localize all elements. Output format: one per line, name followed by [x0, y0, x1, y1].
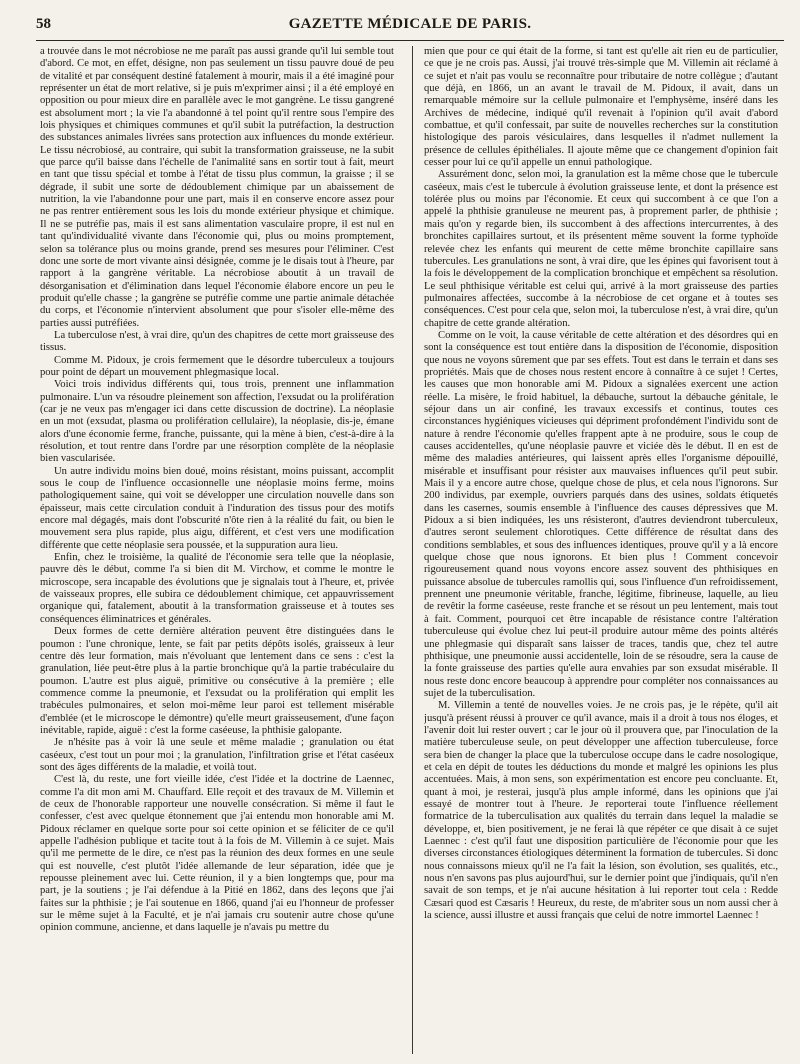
paragraph: Un autre individu moins bien doué, moins résistant, moins puissant, accomplit sous le coup de l'influence occasionnelle une néoplasie moins ferme, moins pathologiquement saine, qui voit se développer une circulation nouvelle dans son épaisseur, mais cette circulation conduit à l'induration des tissus pour des motifs encore mal dégagés, mais dont l'obscurité n'ôte rien à la réalité du fait, ou bien le mouvement sera plus rapide, plus aigu, différent, et c'est vers une modification différente que cette néoplasie sera poussée, et la suppuration aura lieu. — [40, 465, 394, 551]
paragraph: Deux formes de cette dernière altération peuvent être distinguées dans le poumon : l'une chronique, lente, se fait par petits dépôts isolés, graisseux à leur centre dès leur formation, mais n'évoluant que lentement dans ce sens : c'est la granulation, liée peut-être plus à la partie bronchique qu'à la partie trabéculaire du poumon. L'autre est plus aiguë, primitive ou consécutive à la première ; elle commence comme la pneumonie, et l'exsudat ou la prolifération qui emplit les trabécules pulmonaires, et selon moi-même leur paroi est tellement misérable d'emblée (et le microscope le démontre) qu'elle meurt graisseusement, d'une façon inévitable, rapide, aiguë : c'est la forme caséeuse, la phthisie galopante. — [40, 626, 394, 736]
left-column — [40, 46, 394, 1056]
paragraph: a trouvée dans le mot nécrobiose ne me paraît pas aussi grande qu'il lui semble tout d'abord. Ce mot, en effet, désigne, non pas seulement un tissu pauvre doué de peu de vitalité et par conséquent destiné fatalement à mourir, mais il a été imaginé pour représenter un état de mort relative, si je puis m'exprimer ainsi ; il a été employé en opposition ou pour mieux dire en parallèle avec le mot gangrène. Le tissu gangrené est absolument mort ; la vie l'a abandonné à tel point qu'il rentre sous l'empire des lois physiques et chimiques communes et qu'il subit la putréfaction, la destruction des substances animales livrées sans protection aux influences du monde extérieur. Le tissu nécrobiosé, au contraire, qui subit la transformation graisseuse, ne la subit que parce qu'il baisse dans l'échelle de l'animalité sans en sortir tout à fait, meurt en tant que tissu spécial et tombe à l'état de tissu plus commun, la graisse ; il se dégrade, il subit une sorte de dédoublement chimique par un abaissement de nutrition, la vie l'abandonne pour une part, mais il en conserve encore assez pour ne pas rentrer entièrement sous les lois du monde extérieur physique et chimique. Il ne se putréfie pas, mais il est sans alimentation vasculaire propre, il est nul en tant qu'individualité vivante dans l'économie qui, plus ou moins promptement, selon sa tolérance plus ou moins grande, prend ses mesures pour l'éliminer. C'est donc une sorte de mort vivante ainsi désignée, comme je le disais tout à l'heure, par rapport à la gangrène véritable. La nécrobiose aboutit à un travail de désorganisation et d'élimination dans lequel l'économie élabore encore un peu le produit qu'elle chasse ; la gangrène se putréfie comme une partie animale détachée du corps, et l'économie n'intervient absolument que pour s'isoler elle-même des parties aussi putréfiées. — [40, 46, 394, 329]
journal-title: GAZETTE MÉDICALE DE PARIS. — [288, 16, 532, 32]
paragraph: Je n'hésite pas à voir là une seule et même maladie ; granulation ou état caséeux, c'est tout un pour moi ; la granulation, l'infiltration grise et l'état caséeux sont des âges différents de la maladie, et voilà tout. — [40, 737, 394, 773]
paragraph: Comme on le voit, la cause véritable de cette altération et des désordres qui en sont la conséquence est tout entière dans la disposition de l'économie, disposition que nous ne voyons sûrement que par ses effets. Tout est dans le terrain et dans ses propriétés. Mais que de choses nous restent encore à connaître à ce sujet ! Certes, les causes que mon honorable ami M. Pidoux a signalées exercent une action réelle. La misère, le froid habituel, la débauche, surtout la débauche génitale, le séjour dans un air confiné, les travaux excessifs et continus, toutes ces circonstances hygiéniques vicieuses qui dépriment profondément l'individu sont de nature à rendre l'économie qu'elles frappent apte à ne produire, sous le coup de causes accidentelles, qu'une néoplasie pauvre et viciée dès le début. Il en est de même des maladies antérieures, qui laissent après elles l'organisme dépouillé, misérable et insuffisant pour résister aux mauvaises influences qu'il peut subir. Mais il y a encore autre chose, quelque chose de plus, et cela nous l'ignorons. Sur 200 individus, par exemple, ouvriers parqués dans des usines, soldats étiquetés dans les casernes, soumis ensemble à l'influence des causes dépressives que M. Pidoux a si bien indiquées, les uns résisteront, d'autres deviendront tuberculeux, d'autres seront seulement chlorotiques. Cette différence de résultat dans des conditions semblables, et sous des influences identiques, prouve qu'il y a là encore quelque chose que nous ignorons. Et bien plus ! Comment concevoir rigoureusement quand nous voyons encore assez souvent des phthisiques en puissance absolue de tubercules ramollis qui, sous l'influence d'un refroidissement, prennent une pneumonie véritable, franche, légitime, fibrineuse, laquelle, au lieu de revêtir la forme caséeuse, reste franche et se résout un peu lentement, mais tout à fait. Comment, pourquoi cet être incapable de résistance contre l'altération tuberculeuse qui évolue chez lui peut-il produire autour même des points altérés une phlegmasie qui disparaît sans laisser de traces, tandis que, chez tel autre phthisique, une pneumonie aussi accidentelle, loin de se résoudre, sera la cause de la fonte graisseuse des parties qu'elle aura envahies par son exsudat misérable. Il nous reste donc encore beaucoup à apprendre pour compléter nos connaissances au sujet de la tuberculisation. — [424, 329, 778, 699]
paragraph: Assurément donc, selon moi, la granulation est la même chose que le tubercule caséeux, mais c'est le tubercule à évolution graisseuse lente, et dont la présence est tolérée plus ou moins par l'économie. Et ceux qui succombent à ce que l'on a appelé la phthisie granuleuse ne meurent pas, à proprement parler, de phthisie ; mais qu'on y regarde bien, ils succombent à des affections intercurrentes, à des bronchites capillaires surtout, et ils présentent même souvent la forme typhoïde relevée chez les enfants qui meurent de cette même bronchite capillaire sans tubercules. Les granulations ne sont, à vrai dire, que les épines qui favorisent tout à la fois le développement de la complication bronchique et empêchent sa résolution. Le seul phthisique véritable est celui qui, arrivé à la mort graisseuse des parties pulmonaires affectées, succombe à la nécrobiose de cet organe et à toutes ses conséquences. C'est pour cela que, selon moi, la tuberculose n'est, à vrai dire, qu'un chapitre de cette grande altération. — [424, 169, 778, 329]
paragraph: mien que pour ce qui était de la forme, si tant est qu'elle ait rien eu de particulier, ce que je ne crois pas. Aussi, j'ai trouvé très-simple que M. Villemin ait réclamé à ce sujet et n'ait pas voulu se reconnaître pour tributaire de notre collègue ; d'autant que déjà, en 1866, un an avant le travail de M. Pidoux, il avait, dans un remarquable mémoire sur la cellule pulmonaire et l'emphysème, inséré dans les Archives de médecine, indiqué qu'il revenait à l'opinion qu'il avait d'abord combattue, et qu'il confessait, par suite de nouvelles recherches sur la constitution histologique des parois vésiculaires, dans lesquelles il n'admet nullement la présence de cellules épithéliales. Il ajoute même que ce changement d'opinion fait cesser pour lui ce qu'il appelle un ennui pathologique. — [424, 46, 778, 169]
paragraph: M. Villemin a tenté de nouvelles voies. Je ne crois pas, je le répète, qu'il ait jusqu'à présent réussi à prouver ce qu'il avance, mais il a droit à tous nos éloges, et l'avenir doit lui rester ouvert ; car le jour où il prouvera que, par l'inoculation de la matière tuberculeuse seule, on peut développer une affection tuberculeuse, force sera bien de changer la place que la tuberculose occupe dans le cadre nosologique, et cela en dépit de toutes les déductions du monde et malgré les opinions les plus accentuées. Mais, à mon sens, son expérimentation est encore peu concluante. Et, quant à moi, je resterai, jusqu'à plus ample informé, dans les opinions que j'ai essayé de montrer tout à l'heure. Je reporterai toute l'influence réellement formatrice de la tuberculisation aux qualités du terrain dans lequel la maladie se développe, et, bien positivement, je ne ferai là que répéter ce que disait à ce sujet Laennec : c'est qu'il faut une disposition particulière de l'économie pour que les diverses circonstances étiologiques déterminent la formation de tubercules. Si donc nous connaissons mieux qu'il ne l'a fait la lésion, son évolution, ses qualités, etc., nous n'en savons pas plus aujourd'hui, sur le dernier point que j'indiquais, qu'il n'en savait de son temps, et je n'ai aucune hésitation à lui reporter tout cela : Redde Cæsari quod est Cæsaris ! Heureux, du reste, de m'abriter sous un nom aussi cher à la science, aussi illustre et aussi français que celui de notre immortel Laennec ! — [424, 700, 778, 922]
paragraph: Voici trois individus différents qui, tous trois, prennent une inflammation pulmonaire. L'un va résoudre pleinement son affection, l'exsudat ou la prolifération (car je ne veux pas m'engager ici dans cette discussion de doctrine). La néoplasie en un mot (exsudat, plasma ou prolifération cellulaire), la néoplasie, dis-je, émane alors d'une économie ferme, franche, puissante, qui la mène à bien, c'est-à-dire à la résolution, et tout rentre dans l'ordre par une résorption complète de la néoplasie bien vascularisée. — [40, 379, 394, 465]
paragraph: Comme M. Pidoux, je crois fermement que le désordre tuberculeux a toujours pour point de départ un mouvement phlegmasique local. — [40, 354, 394, 378]
page-header — [36, 14, 784, 41]
page-number: 58 — [36, 16, 51, 32]
right-column — [424, 46, 778, 1056]
column-divider — [412, 46, 413, 1054]
paragraph: La tuberculose n'est, à vrai dire, qu'un des chapitres de cette mort graisseuse des tissus. — [40, 329, 394, 354]
paragraph: C'est là, du reste, une fort vieille idée, c'est l'idée et la doctrine de Laennec, comme l'a dit mon ami M. Chauffard. Elle reçoit et des travaux de M. Villemin et de ceux de l'honorable rapporteur une nouvelle consécration. Si même il faut le confesser, c'est avec quelque étonnement que j'ai entendu mon honorable ami M. Pidoux réclamer en quelque sorte pour soi cette opinion et se féliciter de ce qu'il appelle l'adhésion publique et tacite tout à la fois de M. Villemin à ce sujet. Mais qu'il me permette de le dire, ce n'est pas la réunion des deux formes en une seule qui est nouvelle, c'est plutôt l'idée allemande de leur séparation, idée que je repousse pleinement avec lui. Cette réunion, il y a bien longtemps que, pour ma part, je la soutiens ; je l'ai défendue à la Pitié en 1862, dans des leçons que j'ai faites sur la phthisie ; je l'ai soutenue en 1866, quand j'ai eu l'honneur de professer sur le même sujet à la Faculté, et je n'ai jamais cru soutenir autre chose qu'une opinion commune, ancienne, et dans laquelle je n'avais pu mettre du — [40, 774, 394, 934]
paragraph: Enfin, chez le troisième, la qualité de l'économie sera telle que la néoplasie, pauvre dès le début, comme l'a si bien dit M. Virchow, et comme le montre le microscope, sera incapable des évolutions que je signalais tout à l'heure, et, privée de vaisseaux propres, elle subira ce dédoublement chimique, cet appauvrissement organique qui, fatalement, aboutit à la transformation graisseuse et à toutes ses conséquences éliminatrices et générales. — [40, 552, 394, 625]
